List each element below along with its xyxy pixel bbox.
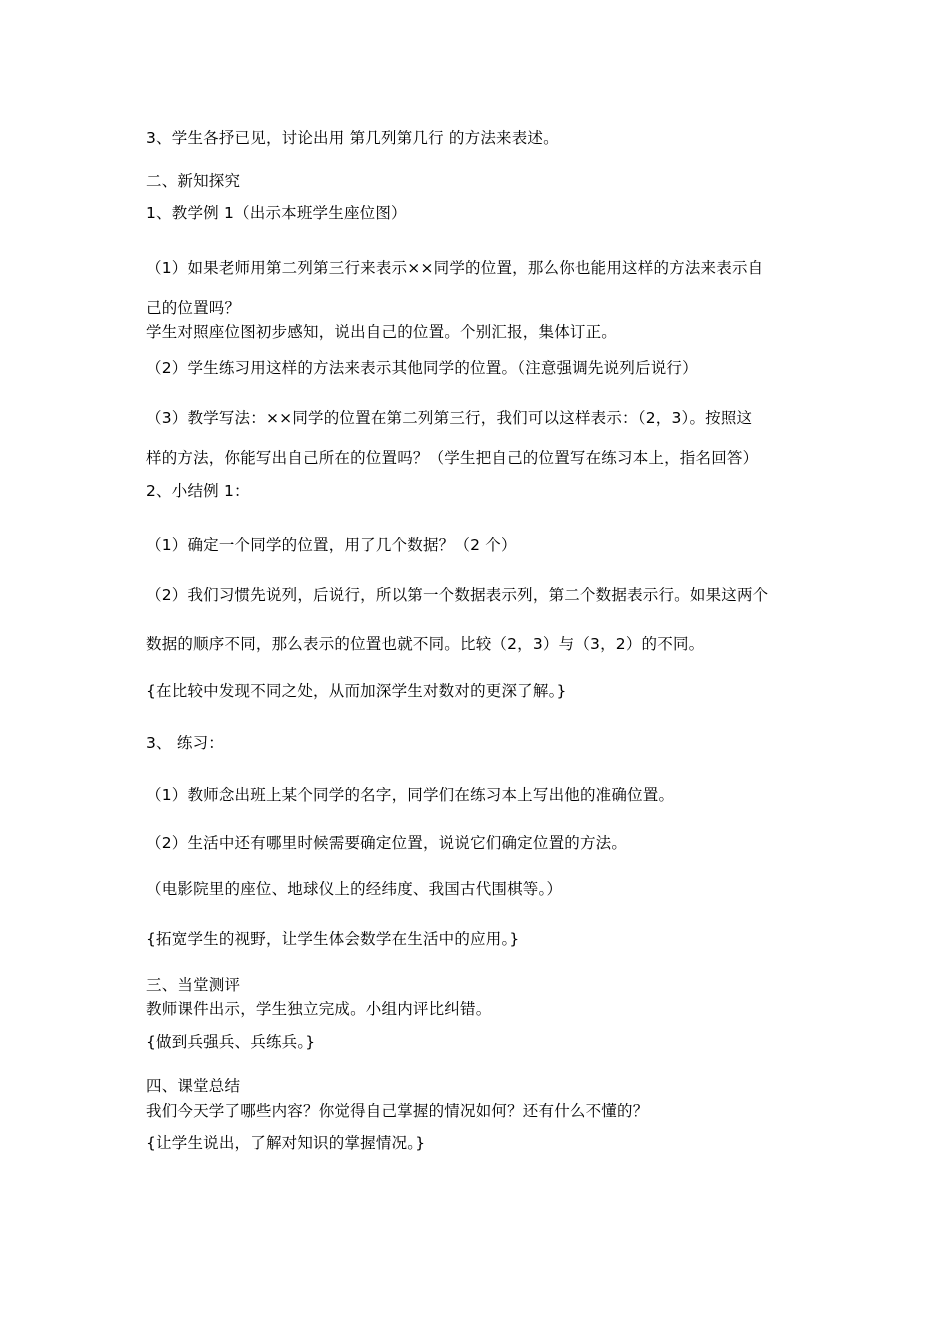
- text-line: （2）学生练习用这样的方法来表示其他同学的位置。（注意强调先说列后说行）: [146, 359, 698, 377]
- text-line: （3）教学写法：××同学的位置在第二列第三行，我们可以这样表示：（2，3）。按照这: [146, 409, 753, 427]
- text-line: 2、小结例 1：: [146, 482, 250, 500]
- text-line: 己的位置吗？: [146, 299, 241, 317]
- text-line: 数据的顺序不同，那么表示的位置也就不同。比较（2，3）与（3，2）的不同。: [146, 635, 705, 653]
- text-line: （2）生活中还有哪里时候需要确定位置，说说它们确定位置的方法。: [146, 834, 628, 852]
- note-line: {在比较中发现不同之处，从而加深学生对数对的更深了解。}: [146, 682, 567, 700]
- text-line: 1、教学例 1（出示本班学生座位图）: [146, 204, 407, 222]
- note-line: {让学生说出，了解对知识的掌握情况。}: [146, 1134, 426, 1152]
- text-line: 学生对照座位图初步感知，说出自己的位置。个别汇报，集体订正。: [146, 323, 618, 341]
- text-line: 样的方法，你能写出自己所在的位置吗？（学生把自己的位置写在练习本上，指名回答）: [146, 449, 759, 467]
- text-line: 3、 练习：: [146, 734, 224, 752]
- text-line: 3、学生各抒已见，讨论出用 第几列第几行 的方法来表述。: [146, 129, 559, 147]
- text-line: （1）确定一个同学的位置，用了几个数据？（2 个）: [146, 536, 517, 554]
- text-line: 我们今天学了哪些内容？你觉得自己掌握的情况如何？还有什么不懂的？: [146, 1102, 649, 1120]
- section-heading: 二、新知探究: [146, 172, 241, 190]
- text-line: （电影院里的座位、地球仪上的经纬度、我国古代围棋等。）: [146, 880, 563, 898]
- section-heading: 三、当堂测评: [146, 976, 241, 994]
- text-line: （2）我们习惯先说列，后说行，所以第一个数据表示列，第二个数据表示行。如果这两个: [146, 586, 769, 604]
- note-line: {拓宽学生的视野，让学生体会数学在生活中的应用。}: [146, 930, 520, 948]
- text-line: （1）教师念出班上某个同学的名字，同学们在练习本上写出他的准确位置。: [146, 786, 675, 804]
- text-line: （1）如果老师用第二列第三行来表示××同学的位置，那么你也能用这样的方法来表示自: [146, 259, 764, 277]
- text-line: 教师课件出示，学生独立完成。小组内评比纠错。: [146, 1000, 492, 1018]
- note-line: {做到兵强兵、兵练兵。}: [146, 1033, 316, 1051]
- section-heading: 四、课堂总结: [146, 1077, 241, 1095]
